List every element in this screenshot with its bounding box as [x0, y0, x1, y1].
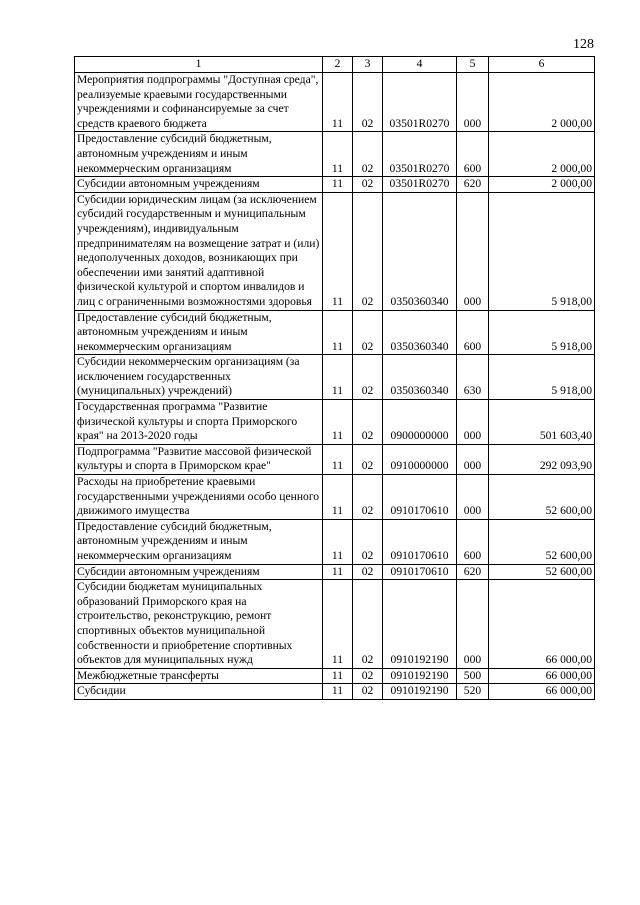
row-expense-type: 000: [457, 192, 489, 310]
row-section-code: 11: [323, 132, 353, 177]
table-row: [75, 73, 595, 132]
row-description: Подпрограмма "Развитие массовой физической культуры и спорта в Приморском крае": [75, 444, 323, 474]
row-subsection-code: 02: [353, 444, 383, 474]
row-section-code: 11: [323, 564, 353, 580]
row-expense-type: 600: [457, 310, 489, 355]
row-target-article: 03501R0270: [383, 177, 457, 193]
row-amount: 66 000,00: [489, 580, 595, 669]
row-description: Межбюджетные трансферты: [75, 668, 323, 684]
row-amount: 292 093,90: [489, 444, 595, 474]
row-description: Предоставление субсидий бюджетным, автономным учреждениям и иным некоммерческим организациям: [75, 519, 323, 564]
row-description: Субсидии бюджетам муниципальных образований Приморского края на строительство, реконструкцию, ремонт спортивных объектов муниципальной собственности и приобретение спортивных объектов для муниципальных нужд: [75, 580, 323, 669]
row-subsection-code: 02: [353, 132, 383, 177]
row-subsection-code: 02: [353, 668, 383, 684]
row-target-article: 0910170610: [383, 564, 457, 580]
row-target-article: 0900000000: [383, 400, 457, 445]
row-expense-type: 520: [457, 684, 489, 700]
row-subsection-code: 02: [353, 73, 383, 132]
row-expense-type: 500: [457, 668, 489, 684]
row-target-article: 0910192190: [383, 580, 457, 669]
row-expense-type: 600: [457, 519, 489, 564]
row-expense-type: 000: [457, 580, 489, 669]
table-row: [75, 355, 595, 400]
row-description: Государственная программа "Развитие физической культуры и спорта Приморского края" на 2013-2020 годы: [75, 400, 323, 445]
row-subsection-code: 02: [353, 355, 383, 400]
row-amount: 5 918,00: [489, 192, 595, 310]
row-amount: 52 600,00: [489, 519, 595, 564]
table-row: [75, 400, 595, 445]
row-description: Субсидии юридическим лицам (за исключением субсидий государственным и муниципальным учреждениям), индивидуальным предпринимателям на возмещение затрат и (или) недополученных доходов, возникающих при обеспечении ими занятий адаптивной физической культурой и спортом инвалидов и лиц с ограниченными возможностями здоровья: [75, 192, 323, 310]
row-expense-type: 620: [457, 177, 489, 193]
row-target-article: 0350360340: [383, 310, 457, 355]
table-row: [75, 444, 595, 474]
row-section-code: 11: [323, 355, 353, 400]
row-subsection-code: 02: [353, 310, 383, 355]
row-section-code: 11: [323, 668, 353, 684]
row-description: Расходы на приобретение краевыми государственными учреждениями особо ценного движимого имущества: [75, 475, 323, 520]
table-row: [75, 132, 595, 177]
row-subsection-code: 02: [353, 192, 383, 310]
row-section-code: 11: [323, 444, 353, 474]
row-amount: 5 918,00: [489, 310, 595, 355]
row-description: Предоставление субсидий бюджетным, автономным учреждениям и иным некоммерческим организациям: [75, 132, 323, 177]
row-amount: 501 603,40: [489, 400, 595, 445]
row-subsection-code: 02: [353, 177, 383, 193]
row-section-code: 11: [323, 684, 353, 700]
row-target-article: 03501R0270: [383, 132, 457, 177]
table-row: [75, 475, 595, 520]
header-col-2: 2: [323, 57, 353, 73]
row-section-code: 11: [323, 475, 353, 520]
row-description: Субсидии автономным учреждениям: [75, 177, 323, 193]
row-expense-type: 000: [457, 400, 489, 445]
row-amount: 66 000,00: [489, 684, 595, 700]
row-subsection-code: 02: [353, 475, 383, 520]
row-expense-type: 630: [457, 355, 489, 400]
row-section-code: 11: [323, 400, 353, 445]
table-row: [75, 310, 595, 355]
row-section-code: 11: [323, 192, 353, 310]
row-amount: 66 000,00: [489, 668, 595, 684]
header-col-3: 3: [353, 57, 383, 73]
row-expense-type: 000: [457, 73, 489, 132]
page-number: 128: [573, 37, 594, 52]
row-target-article: 0350360340: [383, 355, 457, 400]
row-amount: 2 000,00: [489, 177, 595, 193]
table-row: [75, 519, 595, 564]
row-target-article: 03501R0270: [383, 73, 457, 132]
row-expense-type: 000: [457, 444, 489, 474]
table-row: [75, 580, 595, 669]
row-amount: 2 000,00: [489, 132, 595, 177]
header-col-4: 4: [383, 57, 457, 73]
row-target-article: 0910000000: [383, 444, 457, 474]
table-row: [75, 564, 595, 580]
row-description: Мероприятия подпрограммы "Доступная среда", реализуемые краевыми государственными учреждениями и софинансируемые за счет средств краевого бюджета: [75, 73, 323, 132]
row-expense-type: 600: [457, 132, 489, 177]
row-subsection-code: 02: [353, 519, 383, 564]
row-target-article: 0910192190: [383, 684, 457, 700]
header-row: [75, 57, 595, 73]
row-target-article: 0910192190: [383, 668, 457, 684]
table-row: [75, 177, 595, 193]
row-target-article: 0910170610: [383, 519, 457, 564]
row-subsection-code: 02: [353, 580, 383, 669]
header-col-1: 1: [75, 57, 323, 73]
table-row: [75, 684, 595, 700]
row-section-code: 11: [323, 519, 353, 564]
row-subsection-code: 02: [353, 684, 383, 700]
header-col-6: 6: [489, 57, 595, 73]
row-target-article: 0910170610: [383, 475, 457, 520]
row-expense-type: 620: [457, 564, 489, 580]
row-section-code: 11: [323, 310, 353, 355]
row-description: Субсидии: [75, 684, 323, 700]
table-row: [75, 668, 595, 684]
row-amount: 52 600,00: [489, 564, 595, 580]
row-amount: 2 000,00: [489, 73, 595, 132]
row-subsection-code: 02: [353, 564, 383, 580]
row-expense-type: 000: [457, 475, 489, 520]
row-section-code: 11: [323, 73, 353, 132]
row-description: Предоставление субсидий бюджетным, автономным учреждениям и иным некоммерческим организациям: [75, 310, 323, 355]
row-subsection-code: 02: [353, 400, 383, 445]
header-col-5: 5: [457, 57, 489, 73]
row-description: Субсидии автономным учреждениям: [75, 564, 323, 580]
row-section-code: 11: [323, 177, 353, 193]
row-section-code: 11: [323, 580, 353, 669]
row-amount: 5 918,00: [489, 355, 595, 400]
row-description: Субсидии некоммерческим организациям (за исключением государственных (муниципальных) учреждений): [75, 355, 323, 400]
row-target-article: 0350360340: [383, 192, 457, 310]
table-row: [75, 192, 595, 310]
budget-table: [74, 56, 595, 700]
row-amount: 52 600,00: [489, 475, 595, 520]
